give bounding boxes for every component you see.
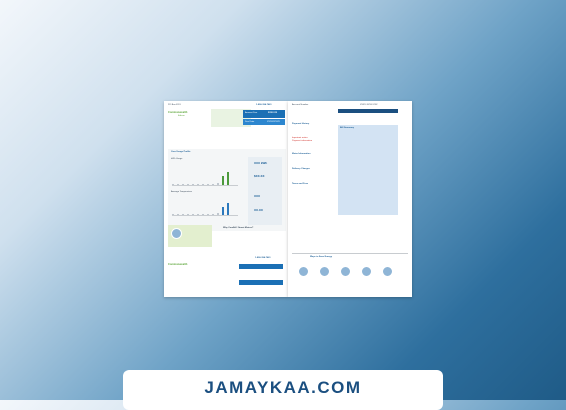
stat-1: XXX kWh [254,161,268,165]
section-payment-history: Payment History [292,123,310,125]
tip-icon-3 [340,266,351,277]
usage-bar [227,203,229,215]
usage-bar [227,172,229,185]
section-meter: Meter Information [292,153,311,155]
promo-icon [171,228,182,239]
tips-title: Ways to Save Energy [310,256,333,258]
usage-bar [222,207,224,215]
summary-header-bar [338,109,398,113]
stat-3: XXX [254,194,261,198]
chart-label-bottom: Average Temperature [171,191,192,193]
account-number: XXXX-XXXX-XXX [360,104,378,106]
coupon-phone: 1-800-334-7661 [255,257,271,259]
watermark-text: JAMAYKAA.COM [204,378,362,397]
amount-due-value: $XXX.XX [268,112,278,114]
tip-icon-1 [298,266,309,277]
tip-icon-2 [319,266,330,277]
stats-column [248,157,282,225]
logo-subtext: Edison [178,115,185,117]
section-taxes: Taxes and Fees [292,183,309,185]
bill-summary-title: Bill Summary [340,127,354,129]
chart-axis-top [172,185,238,186]
usage-bars-top [172,171,238,185]
promo-title: Why ComEd® Smart Meters? [223,227,254,229]
stat-2: $XX.XX [254,174,265,178]
chart-axis-bottom [172,215,238,216]
tip-icon-5 [382,266,393,277]
company-logo [168,111,187,114]
phone-number: 1-800-334-7661 [256,104,272,106]
due-date-value: XX/XX/XXXX [267,120,280,123]
logo-text: Commonwealth [168,111,188,114]
coupon-logo: Commonwealth [168,263,188,266]
amount-due-label: Amount Due [245,112,258,114]
red-notice-2: Payment information [292,140,313,142]
stat-4: XX.XX [254,208,263,212]
due-date-label: Due Date [245,120,255,123]
bill-summary-panel [338,125,398,215]
coupon-amount-bar [239,264,283,269]
bill-page-front [164,101,288,297]
account-header: Account Number [292,104,309,106]
watermark-banner [123,370,443,410]
divider [292,253,408,254]
sender-address: PO Box 6111 [168,104,181,106]
coupon-due-bar [239,280,283,285]
section-delivery: Delivery Charges [292,168,310,170]
chart-title: Your Usage Profile [171,151,191,153]
usage-bar [222,176,224,185]
bill-page-back [288,101,412,297]
red-notice-1: Important notice [292,137,308,139]
chart-label-top: kWh Usage [171,158,183,160]
usage-bars-bottom [172,201,238,215]
tip-icon-4 [361,266,372,277]
